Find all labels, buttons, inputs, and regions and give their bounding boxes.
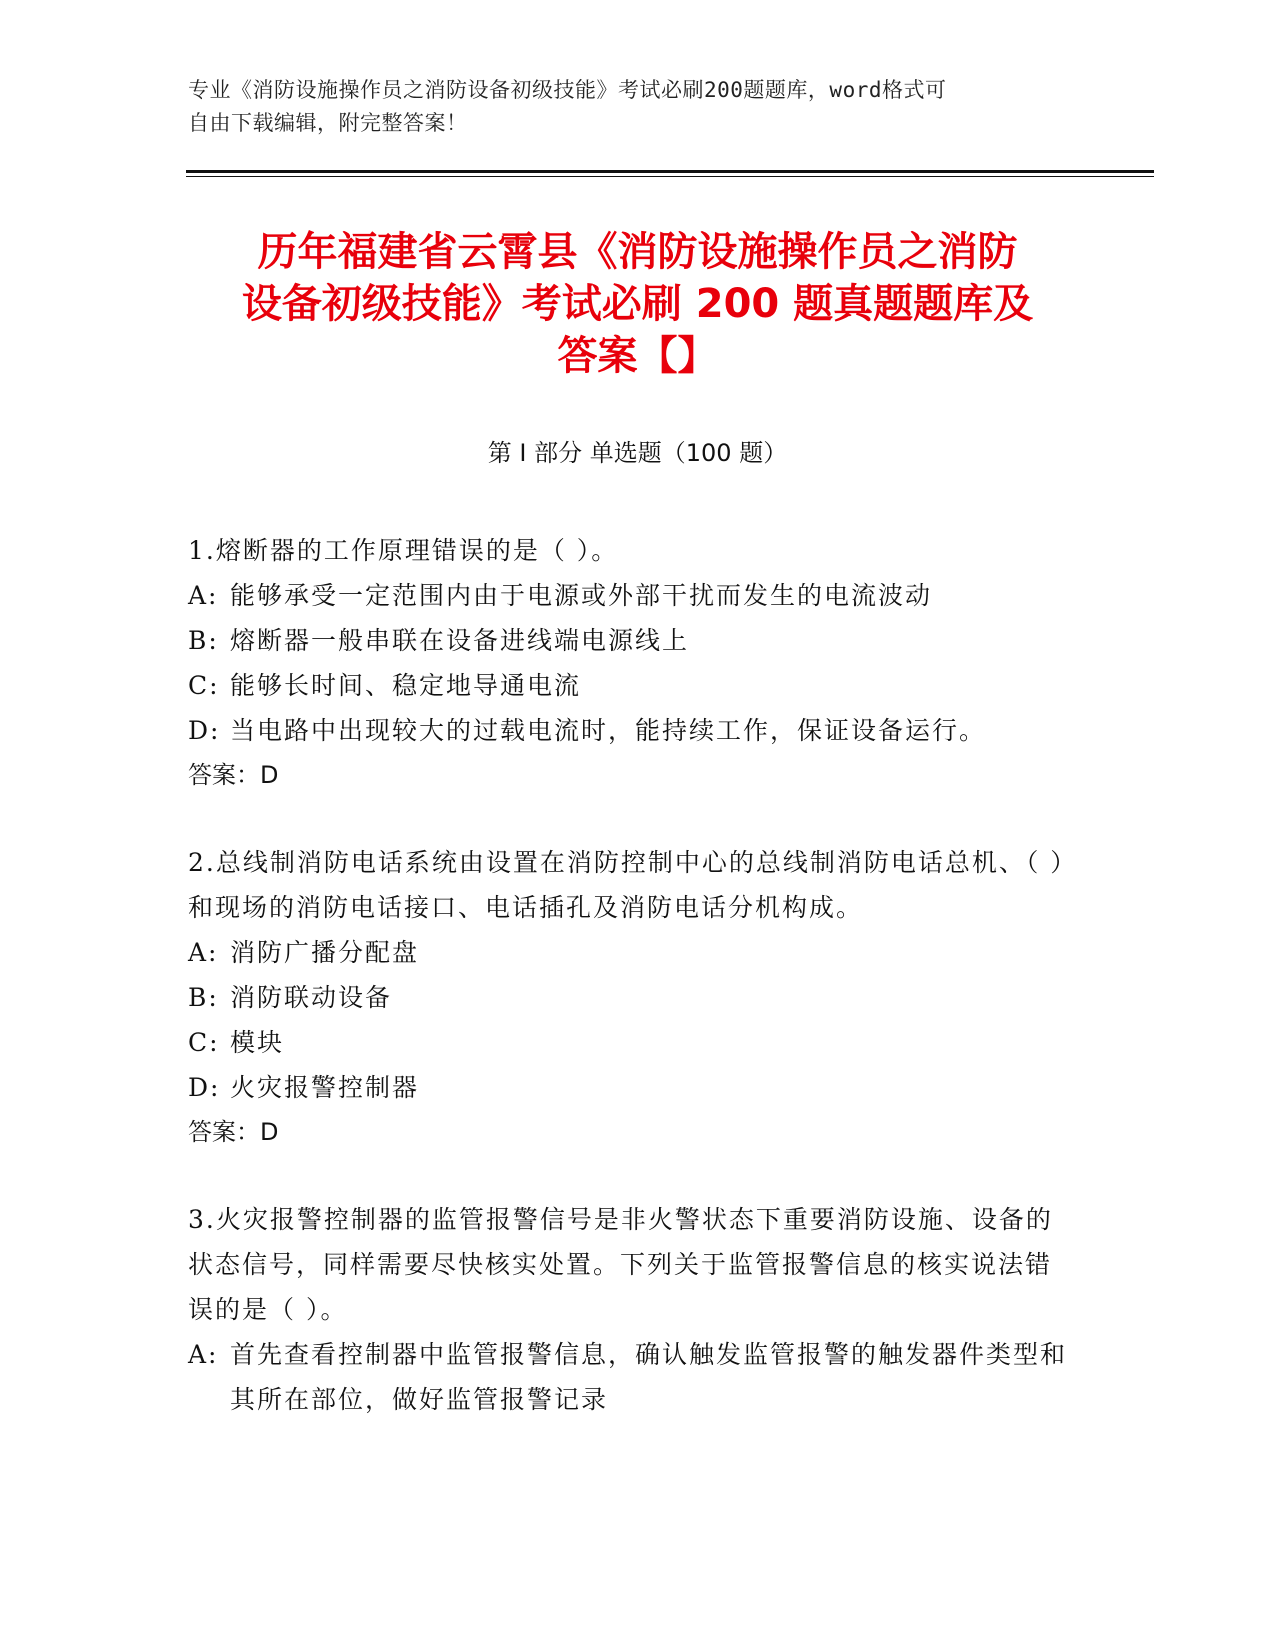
option-a xyxy=(188,573,1078,618)
question-stem: 1.熔断器的工作原理错误的是（ ）。 xyxy=(188,536,619,565)
option-key: A: xyxy=(188,938,219,967)
option-text: 熔断器一般串联在设备进线端电源线上 xyxy=(230,626,690,655)
option-key: D: xyxy=(188,716,221,745)
title-line-1: 历年福建省云霄县《消防设施操作员之消防 xyxy=(257,229,1018,275)
option-a xyxy=(188,1332,1078,1422)
option-key: D: xyxy=(188,1073,221,1102)
option-text: 首先查看控制器中监管报警信息，确认触发监管报警的触发器件类型和其所在部位，做好监管报警记录 xyxy=(230,1340,1068,1414)
option-text: 模块 xyxy=(230,1028,285,1057)
section-heading: 第 I 部分 单选题（100 题） xyxy=(487,439,788,467)
option-key: C: xyxy=(188,1028,220,1057)
question-1 xyxy=(188,528,1078,798)
answer-line: 答案：D xyxy=(188,1118,279,1146)
question-stem: 3.火灾报警控制器的监管报警信号是非火警状态下重要消防设施、设备的状态信号，同样需要尽快核实处置。下列关于监管报警信息的核实说法错误的是（ ）。 xyxy=(188,1205,1053,1324)
header-divider-thin xyxy=(186,176,1154,177)
option-text: 能够承受一定范围内由于电源或外部干扰而发生的电流波动 xyxy=(230,581,933,610)
option-b xyxy=(188,618,1078,663)
option-key: A: xyxy=(188,1340,219,1369)
header-note-line-2: 自由下载编辑，附完整答案！ xyxy=(188,111,468,135)
question-3 xyxy=(188,1197,1078,1422)
document-title xyxy=(180,226,1095,382)
option-d xyxy=(188,1065,1078,1110)
title-line-3: 答案【】 xyxy=(557,333,718,379)
option-c xyxy=(188,1020,1078,1065)
question-list xyxy=(188,528,1078,1464)
option-d xyxy=(188,708,1078,753)
answer-line: 答案：D xyxy=(188,761,279,789)
option-text: 当电路中出现较大的过载电流时，能持续工作，保证设备运行。 xyxy=(230,716,987,745)
option-key: B: xyxy=(188,983,219,1012)
option-b xyxy=(188,975,1078,1020)
header-note xyxy=(188,74,1068,140)
header-note-line-1: 专业《消防设施操作员之消防设备初级技能》考试必刷200题题库，word格式可 xyxy=(188,78,947,102)
question-2 xyxy=(188,840,1078,1155)
option-a xyxy=(188,930,1078,975)
option-key: A: xyxy=(188,581,219,610)
option-text: 消防联动设备 xyxy=(230,983,393,1012)
option-c xyxy=(188,663,1078,708)
title-line-2: 设备初级技能》考试必刷 200 题真题题库及 xyxy=(241,281,1034,327)
option-key: C: xyxy=(188,671,220,700)
question-stem: 2.总线制消防电话系统由设置在消防控制中心的总线制消防电话总机、（ ）和现场的消防电话接口、电话插孔及消防电话分机构成。 xyxy=(188,848,1078,922)
option-text: 火灾报警控制器 xyxy=(230,1073,420,1102)
header-divider-thick xyxy=(186,170,1154,173)
option-key: B: xyxy=(188,626,219,655)
option-text: 消防广播分配盘 xyxy=(230,938,420,967)
option-text: 能够长时间、稳定地导通电流 xyxy=(230,671,582,700)
